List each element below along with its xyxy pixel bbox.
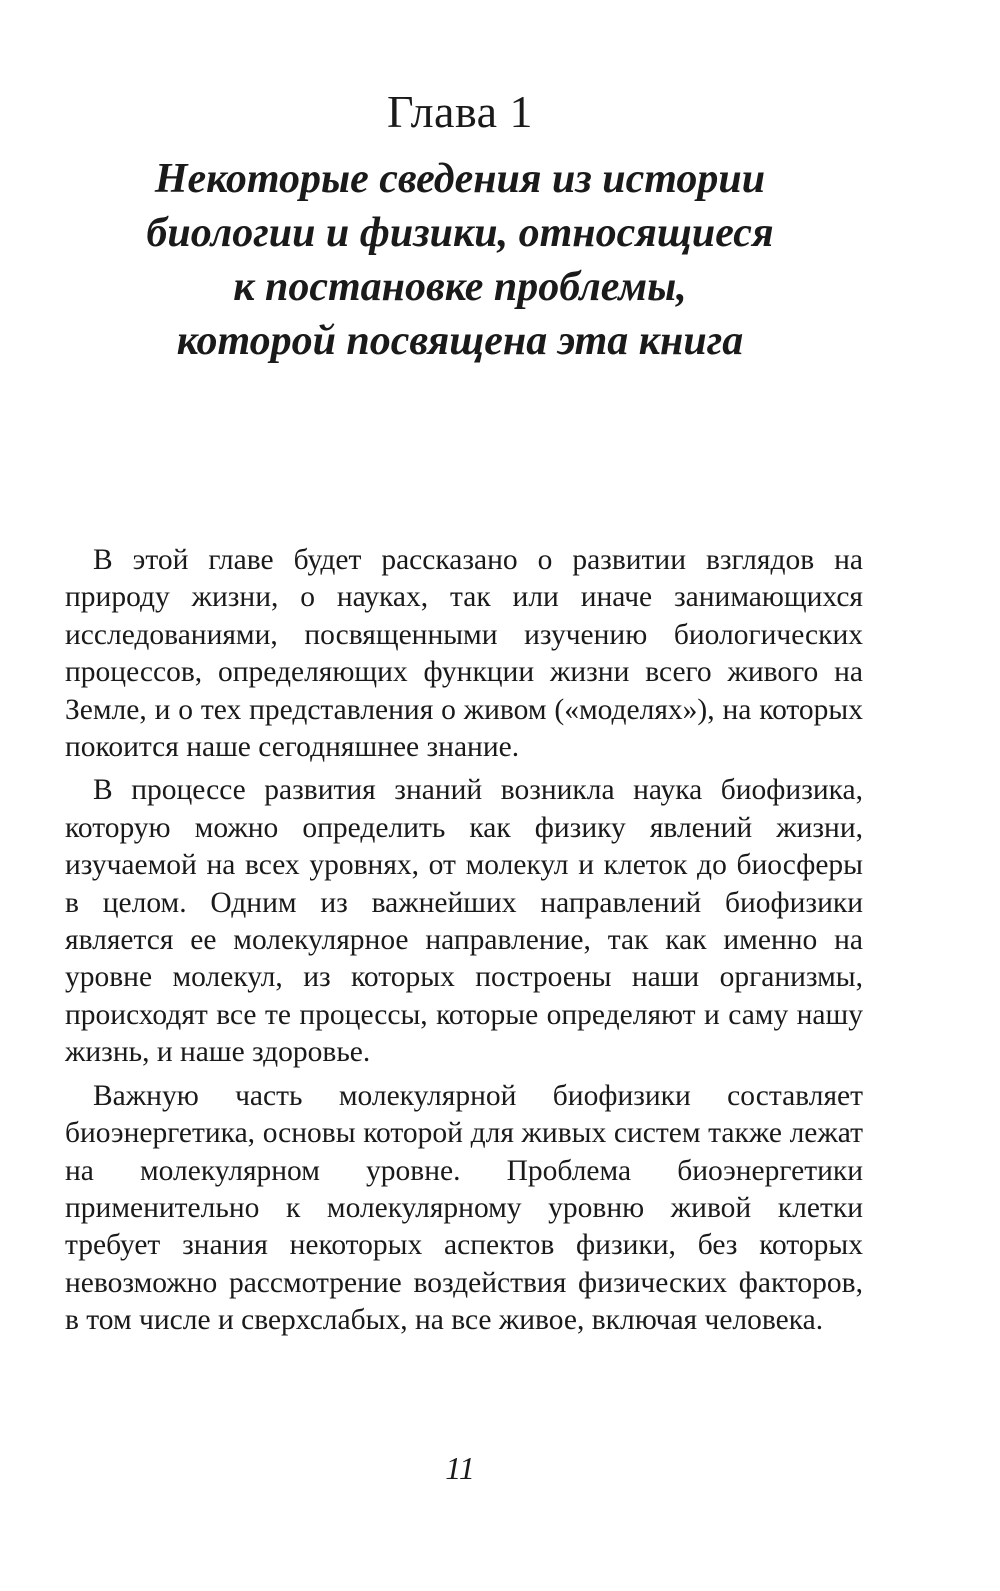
chapter-title-line: Некоторые сведения из истории bbox=[154, 156, 766, 202]
chapter-body bbox=[65, 542, 863, 1346]
chapter-title-line: к постановке проблемы, bbox=[233, 264, 687, 310]
paragraph: В этой главе будет рассказано о развитии взглядов на природу жизни, о науках, так или иначе занимающихся исследованиями, посвященными изучению биологических процессов, определяющих функции жизни всего живого на Земле, и о тех представления о живом («моделях»), на которых покоится наше сегодняшнее знание. bbox=[65, 544, 863, 764]
chapter-label: Глава 1 bbox=[386, 86, 534, 137]
paragraph: В процессе развития знаний возникла наука биофизика, которую можно определить как физику явлений жизни, изучаемой на всех уровнях, от молекул и клеток до биосферы в целом. Одним из важнейших направлений биофизики является ее молекулярное направление, так как именно на уровне молекул, из которых построены наши организмы, происходят все те процессы, которые определяют и саму нашу жизнь, и наше здоровье. bbox=[65, 774, 863, 1069]
chapter-title bbox=[90, 152, 830, 368]
paragraph: Важную часть молекулярной биофизики составляет биоэнергетика, основы которой для живых систем также лежат на молекулярном уровне. Проблема биоэнергетики применительно к молекулярному уровню живой клетки требует знания некоторых аспектов физики, без которых невозможно рассмотрение воздействия физических факторов, в том числе и сверхслабых, на все живое, включая человека. bbox=[65, 1079, 863, 1337]
chapter-title-line: которой посвящена эта книга bbox=[176, 318, 744, 364]
page-number: 11 bbox=[445, 1450, 475, 1486]
chapter-title-line: биологии и физики, относящиеся bbox=[146, 210, 774, 256]
